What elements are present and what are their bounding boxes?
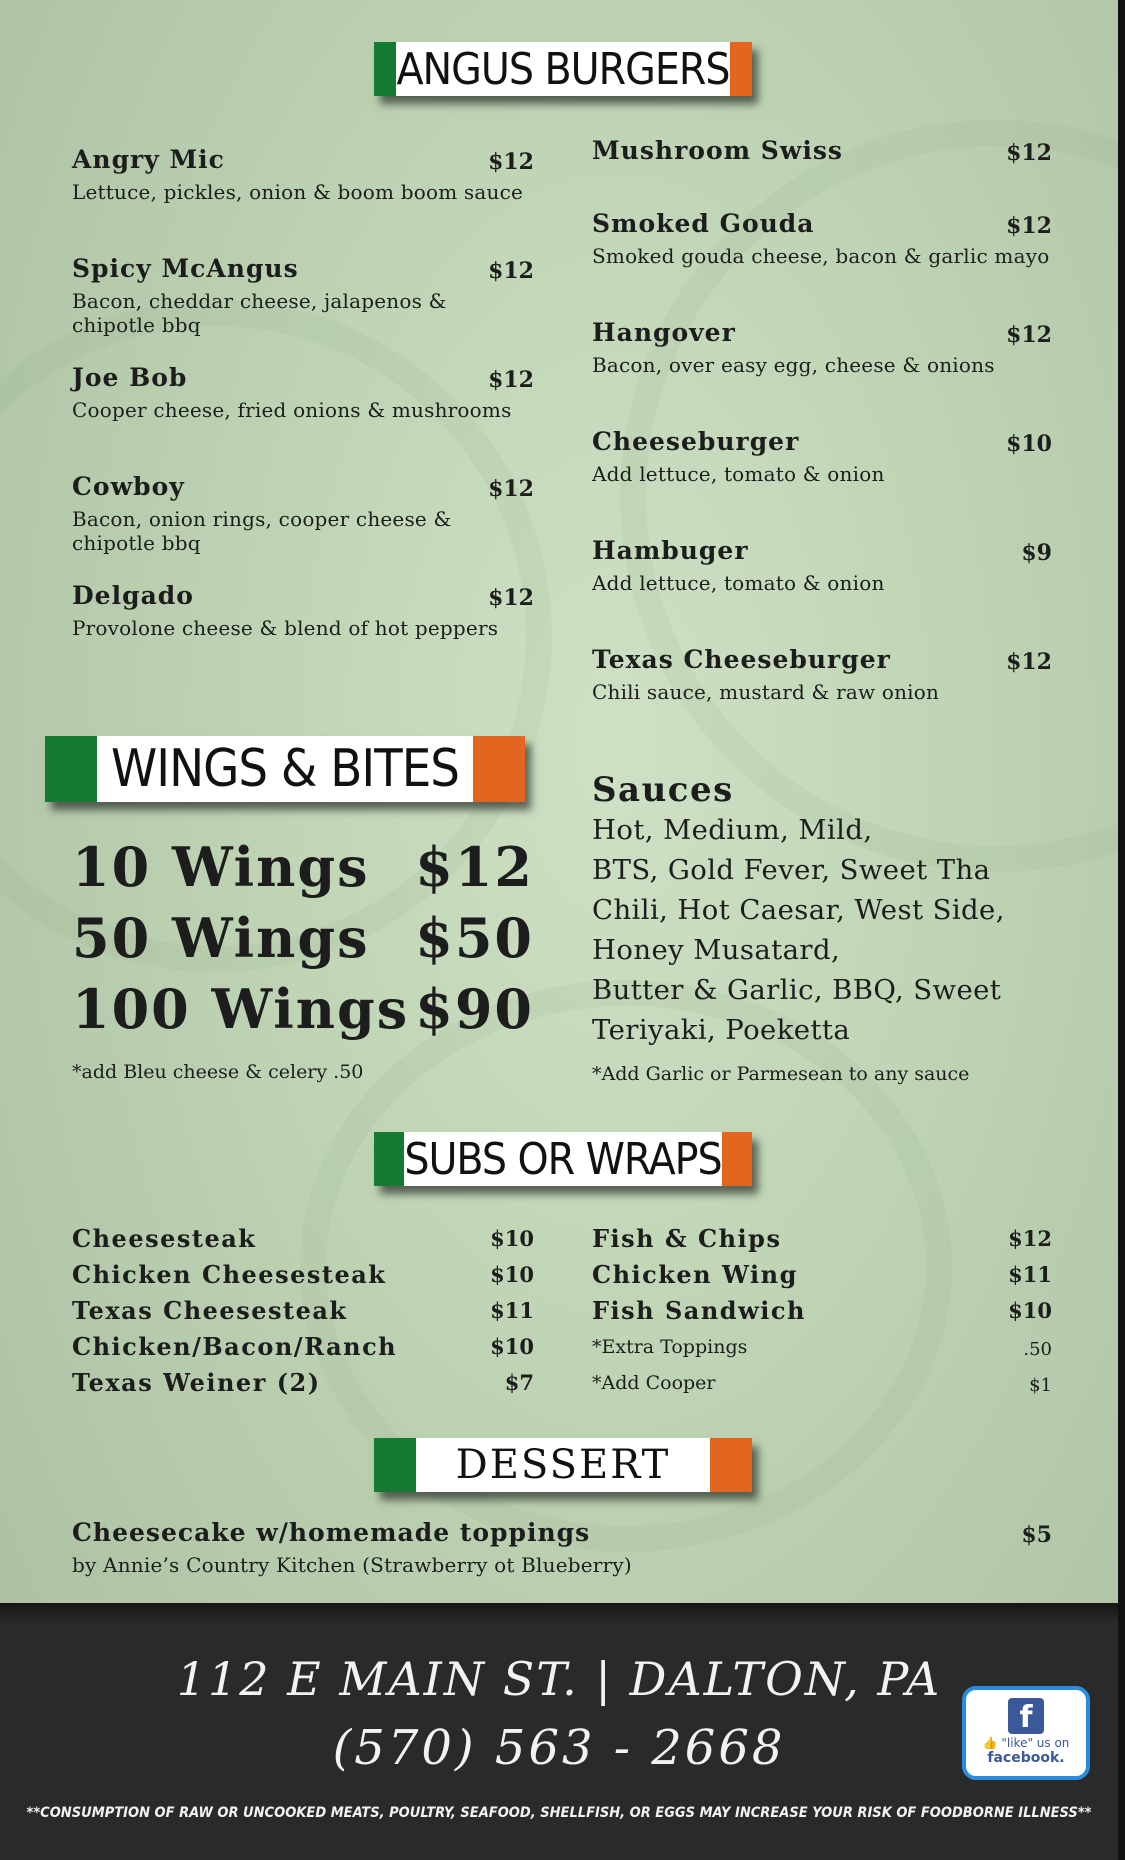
menu-item bbox=[72, 145, 534, 204]
sub-price: .50 bbox=[1023, 1339, 1052, 1360]
item-name: Texas Cheeseburger bbox=[592, 645, 891, 674]
sub-price: $11 bbox=[490, 1298, 534, 1323]
section-title-subs: SUBS OR WRAPS bbox=[404, 1133, 722, 1185]
facebook-wordmark: facebook. bbox=[987, 1750, 1065, 1766]
section-title-wings: WINGS & BITES bbox=[97, 736, 473, 802]
item-name: Spicy McAngus bbox=[72, 254, 299, 283]
food-safety-disclaimer: **CONSUMPTION OF RAW OR UNCOOKED MEATS, POULTRY, SEAFOOD, SHELLFISH, OR EGGS MAY INCREASE YOUR RISK OF FOODBORNE ILLNESS** bbox=[26, 1805, 1092, 1821]
wings-row bbox=[72, 835, 534, 899]
menu-item bbox=[592, 645, 1052, 704]
sub-name: Texas Cheesesteak bbox=[72, 1296, 348, 1325]
item-price: $10 bbox=[1006, 431, 1052, 457]
facebook-like-label: "like" us on bbox=[1001, 1736, 1070, 1750]
item-price: $12 bbox=[1006, 140, 1052, 166]
item-name: Cheesecake w/homemade toppings bbox=[72, 1518, 591, 1547]
item-price: $12 bbox=[488, 476, 534, 502]
wings-price: $50 bbox=[415, 906, 534, 970]
menu-item bbox=[72, 363, 534, 422]
item-name: Cheeseburger bbox=[592, 427, 800, 456]
sub-name: *Extra Toppings bbox=[592, 1336, 748, 1358]
wings-row bbox=[72, 906, 534, 970]
phone-number: (570) 563 - 2668 bbox=[332, 1720, 786, 1776]
sauce-line: Chili, Hot Caesar, West Side, bbox=[592, 894, 1005, 926]
item-description: Chili sauce, mustard & raw onion bbox=[592, 680, 940, 704]
section-banner-subs bbox=[374, 1132, 752, 1186]
item-description: Bacon, over easy egg, cheese & onions bbox=[592, 353, 995, 377]
menu-item bbox=[592, 427, 1052, 486]
item-price: $5 bbox=[1021, 1522, 1052, 1548]
section-banner-dessert bbox=[374, 1438, 752, 1492]
menu-item-dessert bbox=[72, 1518, 1052, 1577]
item-name: Cowboy bbox=[72, 472, 185, 501]
menu-item bbox=[592, 318, 1052, 377]
section-title-dessert: DESSERT bbox=[416, 1438, 710, 1492]
item-price: $12 bbox=[1006, 322, 1052, 348]
item-name: Smoked Gouda bbox=[592, 209, 815, 238]
sub-name: Cheesesteak bbox=[72, 1224, 257, 1253]
wings-name: 10 Wings bbox=[72, 835, 370, 899]
item-description: Bacon, cheddar cheese, jalapenos & chipotle bbq bbox=[72, 289, 447, 337]
sub-price: $11 bbox=[1008, 1262, 1052, 1287]
sub-name: Texas Weiner (2) bbox=[72, 1368, 321, 1397]
item-name: Delgado bbox=[72, 581, 194, 610]
item-price: $12 bbox=[488, 149, 534, 175]
menu-item bbox=[72, 581, 534, 640]
sub-price: $10 bbox=[1008, 1298, 1052, 1323]
section-title-burgers: ANGUS BURGERS bbox=[396, 43, 730, 95]
menu-item bbox=[592, 136, 1052, 165]
menu-item bbox=[592, 536, 1052, 595]
sub-price: $12 bbox=[1008, 1226, 1052, 1251]
item-description: Smoked gouda cheese, bacon & garlic mayo bbox=[592, 244, 1050, 268]
item-name: Joe Bob bbox=[72, 363, 188, 392]
section-banner-wings bbox=[45, 736, 525, 802]
menu-item bbox=[72, 254, 534, 337]
facebook-icon: f bbox=[1008, 1698, 1044, 1734]
sauce-line: BTS, Gold Fever, Sweet Tha bbox=[592, 854, 991, 886]
item-price: $9 bbox=[1021, 540, 1052, 566]
sub-price: $7 bbox=[504, 1370, 534, 1395]
section-banner-burgers bbox=[374, 42, 752, 96]
item-price: $12 bbox=[1006, 213, 1052, 239]
item-price: $12 bbox=[1006, 649, 1052, 675]
item-description: Add lettuce, tomato & onion bbox=[592, 571, 885, 595]
item-price: $12 bbox=[488, 367, 534, 393]
item-price: $12 bbox=[488, 585, 534, 611]
sub-price: $10 bbox=[490, 1334, 534, 1359]
wings-name: 50 Wings bbox=[72, 906, 370, 970]
item-description: Cooper cheese, fried onions & mushrooms bbox=[72, 398, 512, 422]
wings-price: $90 bbox=[415, 977, 534, 1041]
menu-item bbox=[72, 472, 534, 555]
sauce-line: Butter & Garlic, BBQ, Sweet bbox=[592, 974, 1002, 1006]
wings-row bbox=[72, 977, 534, 1041]
item-description: Bacon, onion rings, cooper cheese & chipotle bbq bbox=[72, 507, 452, 555]
menu-item bbox=[592, 209, 1052, 268]
facebook-like-text bbox=[966, 1736, 1086, 1750]
sauce-line: Teriyaki, Poeketta bbox=[592, 1014, 851, 1046]
item-description: Add lettuce, tomato & onion bbox=[592, 462, 885, 486]
sub-price: $1 bbox=[1029, 1375, 1052, 1396]
item-name: Hambuger bbox=[592, 536, 749, 565]
wings-name: 100 Wings bbox=[72, 977, 410, 1041]
facebook-badge[interactable] bbox=[962, 1686, 1090, 1780]
item-name: Hangover bbox=[592, 318, 736, 347]
sauce-line: Honey Musatard, bbox=[592, 934, 841, 966]
sub-name: Chicken Cheesesteak bbox=[72, 1260, 387, 1289]
thumbs-up-icon: 👍 bbox=[982, 1736, 998, 1750]
sauces-title: Sauces bbox=[592, 770, 734, 810]
sub-name: Fish Sandwich bbox=[592, 1296, 806, 1325]
sub-name: Fish & Chips bbox=[592, 1224, 782, 1253]
address: 112 E MAIN ST. | DALTON, PA bbox=[176, 1652, 942, 1706]
wings-note: *add Bleu cheese & celery .50 bbox=[72, 1061, 364, 1083]
item-name: Mushroom Swiss bbox=[592, 136, 843, 165]
sub-name: Chicken/Bacon/Ranch bbox=[72, 1332, 398, 1361]
wings-price: $12 bbox=[415, 835, 534, 899]
sauce-line: Hot, Medium, Mild, bbox=[592, 814, 873, 846]
sauces-note: *Add Garlic or Parmesean to any sauce bbox=[592, 1063, 970, 1085]
item-price: $12 bbox=[488, 258, 534, 284]
sub-price: $10 bbox=[490, 1226, 534, 1251]
item-description: Lettuce, pickles, onion & boom boom sauce bbox=[72, 180, 524, 204]
item-description: by Annie’s Country Kitchen (Strawberry ot Blueberry) bbox=[72, 1553, 632, 1577]
item-name: Angry Mic bbox=[72, 145, 225, 174]
sub-name: Chicken Wing bbox=[592, 1260, 798, 1289]
sub-price: $10 bbox=[490, 1262, 534, 1287]
sub-name: *Add Cooper bbox=[592, 1372, 716, 1394]
item-description: Provolone cheese & blend of hot peppers bbox=[72, 616, 499, 640]
right-edge bbox=[1118, 0, 1125, 1860]
